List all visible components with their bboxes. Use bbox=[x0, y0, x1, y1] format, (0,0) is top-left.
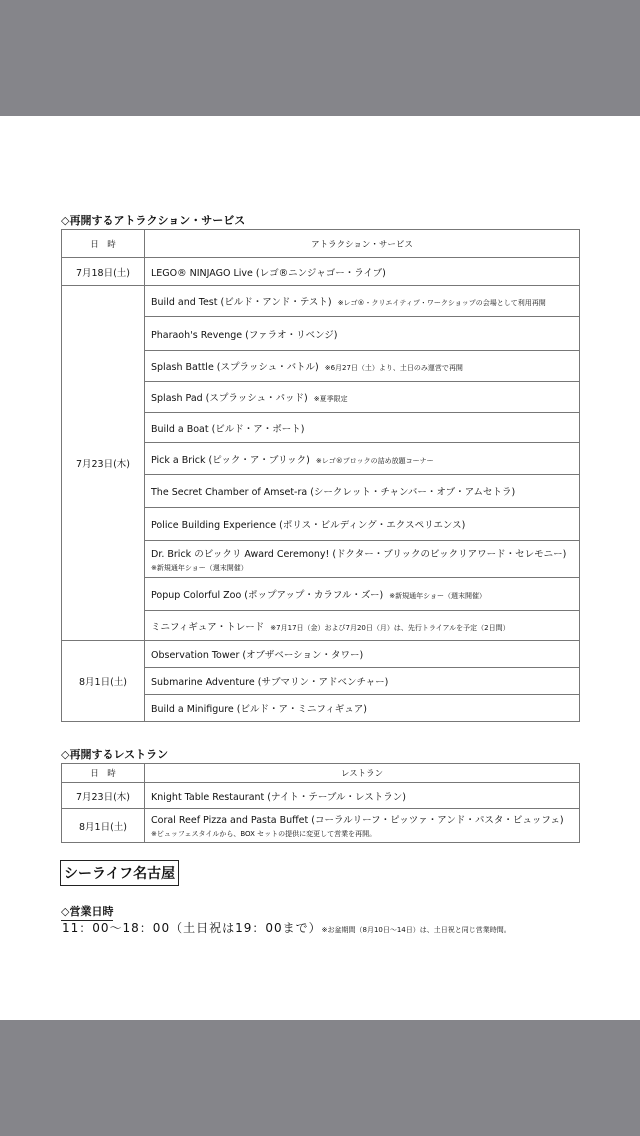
item-cell bbox=[145, 286, 580, 317]
table-row bbox=[62, 809, 580, 843]
item-note: ※レゴ®・クリエイティブ・ワークショップの会場として利用再開 bbox=[337, 299, 546, 307]
date-cell: 8月1日(土) bbox=[62, 809, 145, 843]
restaurants-table bbox=[61, 763, 580, 843]
date-cell: 8月1日(土) bbox=[62, 641, 145, 722]
attractions-section-title: ◇再開するアトラクション・サービス bbox=[61, 212, 245, 230]
item-name: Police Building Experience (ポリス・ビルディング・エクスペリエンス) bbox=[151, 520, 466, 531]
table-header-row bbox=[62, 764, 580, 783]
hours-note: ※お盆期間（8月10日～14日）は、土日祝と同じ営業時間。 bbox=[321, 926, 511, 934]
date-cell: 7月23日(木) bbox=[62, 286, 145, 641]
item-cell bbox=[145, 668, 580, 695]
hours-text: 11：00～18：00（土日祝は19：00まで） bbox=[62, 921, 322, 935]
item-cell bbox=[145, 508, 580, 541]
item-name: Observation Tower (オブザベーション・タワー) bbox=[151, 650, 364, 661]
item-name: Knight Table Restaurant (ナイト・テーブル・レストラン) bbox=[151, 791, 406, 803]
item-note: ※新規通年ショー（週末開催） bbox=[389, 592, 486, 600]
document-page bbox=[0, 116, 640, 1020]
table-header-row bbox=[62, 230, 580, 258]
item-note: ※ビュッフェスタイルから、BOX セットの提供に変更して営業を再開。 bbox=[151, 830, 377, 838]
date-cell: 7月23日(木) bbox=[62, 783, 145, 809]
item-name: Build and Test (ビルド・アンド・テスト) bbox=[151, 297, 332, 308]
item-name: Build a Minifigure (ビルド・ア・ミニフィギュア) bbox=[151, 704, 367, 715]
item-cell bbox=[145, 578, 580, 611]
item-name: Submarine Adventure (サブマリン・アドベンチャー) bbox=[151, 677, 389, 688]
item-note: ※6月27日（土）より、土日のみ運営で再開 bbox=[324, 364, 463, 372]
header-date: 日 時 bbox=[62, 764, 145, 783]
item-cell bbox=[145, 443, 580, 475]
item-note: ※7月17日（金）および7月20日（月）は、先行トライアルを予定（2日間） bbox=[270, 623, 510, 632]
item-note: ※新規通年ショー（週末開催） bbox=[151, 563, 248, 572]
item-name: Popup Colorful Zoo (ポップアップ・カラフル・ズー) bbox=[151, 590, 384, 601]
item-cell bbox=[145, 351, 580, 382]
item-name: Build a Boat (ビルド・ア・ボート) bbox=[151, 423, 305, 435]
item-name: Pharaoh's Revenge (ファラオ・リベンジ) bbox=[151, 329, 338, 341]
item-note: ※夏季限定 bbox=[313, 395, 348, 403]
item-cell bbox=[145, 641, 580, 668]
item-cell bbox=[145, 475, 580, 508]
header-date: 日 時 bbox=[62, 230, 145, 258]
table-row bbox=[62, 286, 580, 317]
item-name: Pick a Brick (ピック・ア・ブリック) bbox=[151, 454, 310, 466]
hours-label: ◇営業日時 bbox=[61, 903, 113, 921]
item-name: Dr. Brick のビックリ Award Ceremony! (ドクター・ブリックのビックリアワード・セレモニー) bbox=[151, 548, 567, 560]
sealife-title: シーライフ名古屋 bbox=[60, 860, 179, 886]
opening-hours bbox=[62, 919, 511, 936]
item-cell bbox=[145, 258, 580, 286]
item-cell bbox=[145, 783, 580, 809]
header-item: レストラン bbox=[145, 764, 580, 783]
item-name: LEGO® NINJAGO Live (レゴ®ニンジャゴー・ライブ) bbox=[151, 267, 386, 279]
item-name: Coral Reef Pizza and Pasta Buffet (コーラルリーフ・ピッツァ・アンド・パスタ・ビュッフェ) bbox=[151, 815, 564, 826]
item-note: ※レゴ®ブロックの詰め放題コーナー bbox=[315, 456, 434, 465]
restaurants-section-title: ◇再開するレストラン bbox=[61, 746, 168, 764]
item-name: ミニフィギュア・トレード bbox=[151, 621, 265, 633]
item-cell bbox=[145, 413, 580, 443]
date-cell: 7月18日(土) bbox=[62, 258, 145, 286]
item-cell bbox=[145, 695, 580, 722]
attractions-table bbox=[61, 229, 580, 722]
item-cell bbox=[145, 809, 580, 843]
table-row bbox=[62, 258, 580, 286]
item-cell bbox=[145, 317, 580, 351]
item-name: The Secret Chamber of Amset-ra (シークレット・チャンバー・オブ・アムセトラ) bbox=[151, 487, 516, 498]
table-row bbox=[62, 641, 580, 668]
header-item: アトラクション・サービス bbox=[145, 230, 580, 258]
item-cell bbox=[145, 382, 580, 413]
item-name: Splash Battle (スプラッシュ・バトル) bbox=[151, 362, 319, 373]
item-cell bbox=[145, 611, 580, 641]
table-row bbox=[62, 783, 580, 809]
item-name: Splash Pad (スプラッシュ・パッド) bbox=[151, 393, 308, 404]
item-cell bbox=[145, 541, 580, 578]
